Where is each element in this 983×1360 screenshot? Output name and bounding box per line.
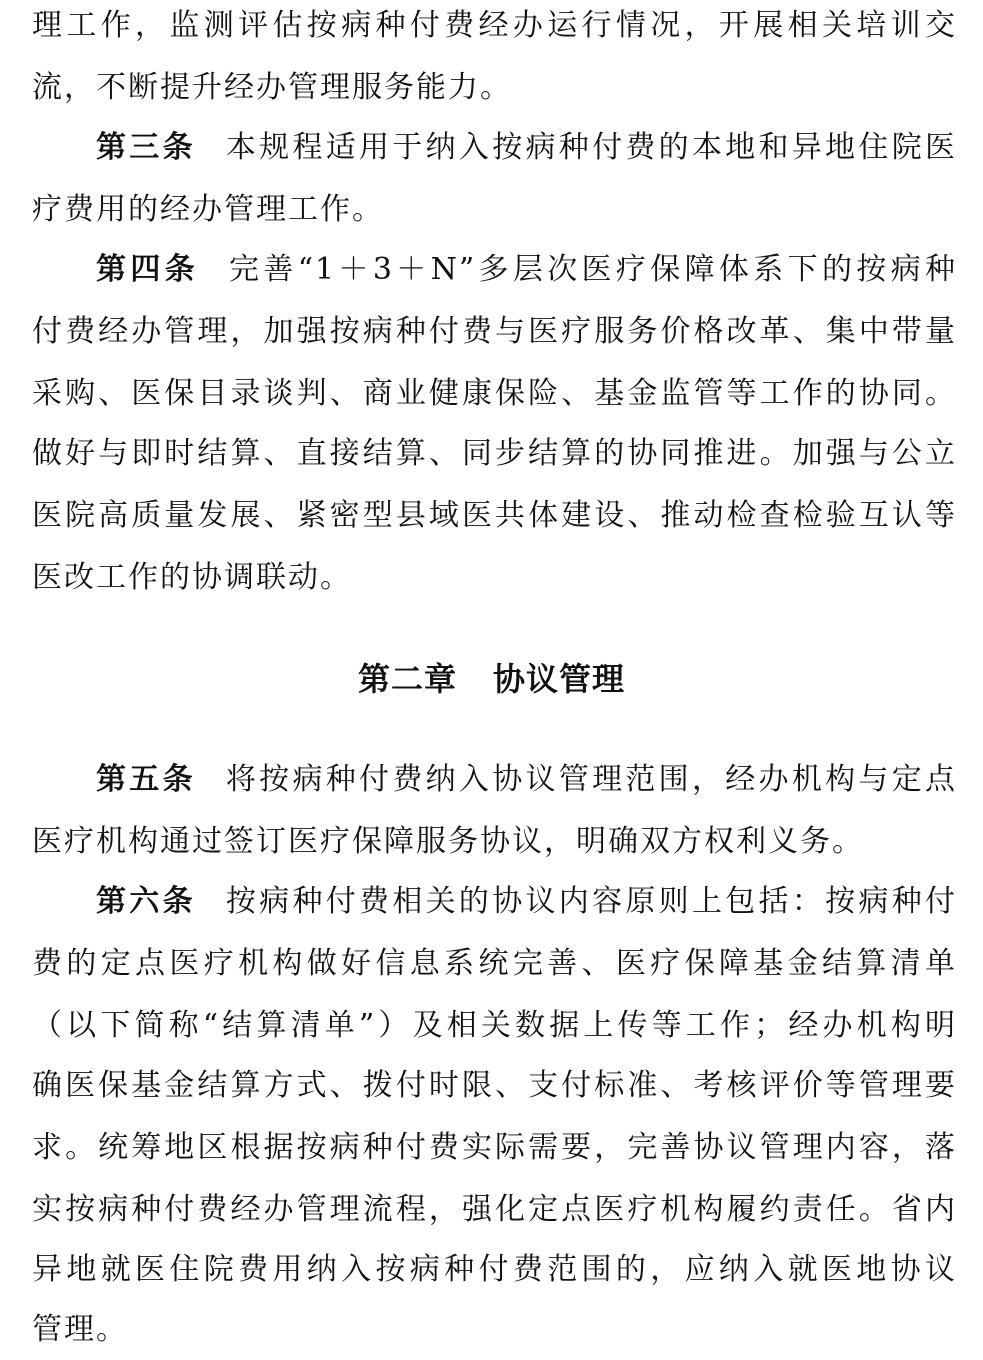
article-3-line [96,126,957,170]
article-3-number: 第三条 [96,130,196,165]
paragraph-line: 确医保基金结算方式、拨付时限、支付标准、考核评价等管理要 [32,1068,957,1103]
article-4-number: 第四条 [96,252,200,287]
paragraph-line: 疗费用的经办管理工作。 [32,192,384,227]
paragraph-line: 流，不断提升经办管理服务能力。 [32,70,512,105]
article-5-number: 第五条 [96,762,196,797]
chapter-title: 协议管理 [493,660,626,698]
article-4-text: 完善“1＋3＋N”多层次医疗保障体系下的按病种 [229,252,957,287]
paragraph-line: 付费经办管理，加强按病种付费与医疗服务价格改革、集中带量 [32,314,957,349]
article-6-line [96,880,957,924]
paragraph-line: 医改工作的协调联动。 [32,560,352,595]
article-5-line [96,758,957,802]
paragraph-line: 求。统筹地区根据按病种付费实际需要，完善协议管理内容，落 [32,1130,957,1165]
paragraph-line: 医院高质量发展、紧密型县域医共体建设、推动检查检验互认等 [32,498,957,533]
paragraph-line: 异地就医住院费用纳入按病种付费范围的，应纳入就医地协议 [32,1252,957,1287]
article-5-text: 将按病种付费纳入协议管理范围，经办机构与定点 [225,762,957,797]
paragraph-line: （以下简称“结算清单”）及相关数据上传等工作；经办机构明 [32,1008,957,1043]
paragraph-line: 采购、医保目录谈判、商业健康保险、基金监管等工作的协同。 [32,376,957,411]
article-6-number: 第六条 [96,884,196,919]
article-3-text: 本规程适用于纳入按病种付费的本地和异地住院医 [225,130,957,165]
paragraph-line: 做好与即时结算、直接结算、同步结算的协同推进。加强与公立 [32,436,957,471]
chapter-heading [0,654,983,704]
article-4-line [96,248,957,292]
paragraph-line: 医疗机构通过签订医疗保障服务协议，明确双方权利义务。 [32,824,864,859]
article-6-text: 按病种付费相关的协议内容原则上包括：按病种付 [225,884,957,919]
paragraph-line: 管理。 [32,1312,128,1347]
paragraph-line: 实按病种付费经办管理流程，强化定点医疗机构履约责任。省内 [32,1192,957,1227]
chapter-number: 第二章 [357,660,457,698]
paragraph-line: 理工作，监测评估按病种付费经办运行情况，开展相关培训交 [32,8,957,43]
paragraph-line: 费的定点医疗机构做好信息系统完善、医疗保障基金结算清单 [32,946,957,981]
